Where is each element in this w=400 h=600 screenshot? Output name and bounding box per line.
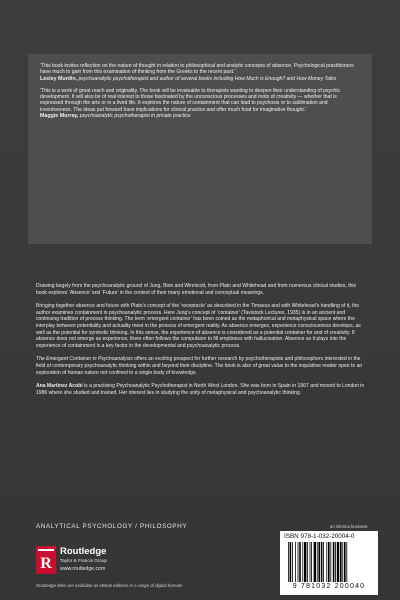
author-bio xyxy=(36,383,366,396)
routledge-logo-icon xyxy=(36,546,56,574)
book-title: The Emergent Container in Psychoanalysis xyxy=(36,356,133,363)
reviewer-name: Maggie Murray, xyxy=(40,112,79,119)
author-bio-text: is a practising Psychoanalytic Psychotherapist in North West London. She was born in Spain in 1967 and moved to London in 1986 where she studied and trained. Her interest lies in studying the unity of metaphysical and psychoanalytic thinking. xyxy=(36,383,365,396)
book-description xyxy=(36,283,366,403)
description-paragraph: Drawing largely from the psychoanalytic ground of Jung, Bion and Winnicott, from Plato and Whitehead and from numerous clinical studies, this book explores ‘Absence’ and ‘Future’ in the context of their many emotional and conceptual meanings. xyxy=(36,283,357,296)
isbn-number: ISBN 978-1-032-20004-0 xyxy=(284,533,355,540)
review-quote: ‘This is a work of great reach and originality. The book will be invaluable to therapists wanting to deepen their understanding of psychic development. It will also be of real interest to those fascinated by the unconscious processes and roots of creativity — whether that is expressed through the arts or in a lived life. It explores the nature of containment that can lead to psychosis or to sublimation and inventiveness. The ideas put forward have implications for clinical practice and offer much food for imaginative thought.’ xyxy=(40,87,340,113)
svg-text:R: R xyxy=(40,555,52,572)
ebook-note: Routledge titles are available as eBook editions in a range of digital formats xyxy=(36,583,183,588)
publisher-name: Routledge xyxy=(60,546,107,557)
informa-business-label: an informa business xyxy=(330,524,368,529)
reviewer-role: psychoanalytic psychotherapist in private practice xyxy=(79,112,191,119)
reviewer-role: psychoanalytic psychotherapist and author of several books including How Much is Enough? and How Money Talks xyxy=(78,75,337,82)
review-attribution xyxy=(40,76,360,82)
description-text: offers an exciting prospect for further research by psychotherapists and philosophers interested in the field of contemporary psychoanalytic thinking within and beyond their discipline. The book is also of great value to the inquisitive reader open to an exploration of human nature not confined to a single body of knowledge. xyxy=(36,356,363,376)
publisher-url[interactable]: www.routledge.com xyxy=(60,566,106,572)
barcode-digits: 9 781032 200040 xyxy=(292,583,366,590)
description-paragraph xyxy=(36,356,366,376)
description-paragraph: Bringing together absence and future with Plato’s concept of the ‘receptacle’ as described in the Timaeus and with Whitehead’s handling of it, the author examines containment in psychoanalytic process. Here Jung’s concept of ‘container’ (Tavistock Lectures, 1935) is in an ancient and continuing tradition of process thinking. The term ‘emergent container’ has been coined as the metaphorical and metaphysical space where the interplay between potentiality and actuality meet in the process of emergent reality. As absence emerges, experience consciousness develops, as well as the potential for symbolic thinking. In this sense, the experience of absence is considered as a potential container for and of creativity. If absence does not emerge as experience, there often follows the compulsion to fill emptiness with hallucination. Absence as it plays into the experience of containment is a key factor in the developmental and psychoanalytic process. xyxy=(36,303,361,349)
author-name: Ana Martinez Acobi xyxy=(36,383,83,390)
reviewer-name: Lesley Murdin, xyxy=(40,75,78,82)
review-quote: ‘This book invites reflection on the nature of thought in relation to philosophical and analytic concepts of absence. Psychological practitioners have much to gain from this examination of thinking from the Greeks to the recent past.’ xyxy=(40,63,354,76)
subject-category: ANALYTICAL PSYCHOLOGY / PHILOSOPHY xyxy=(36,523,188,530)
review-attribution xyxy=(40,113,360,119)
barcode-icon xyxy=(288,542,370,582)
reviews-box xyxy=(28,54,372,244)
isbn-barcode-box xyxy=(280,531,378,595)
publisher-tagline: Taylor & Francis Group xyxy=(60,558,107,563)
